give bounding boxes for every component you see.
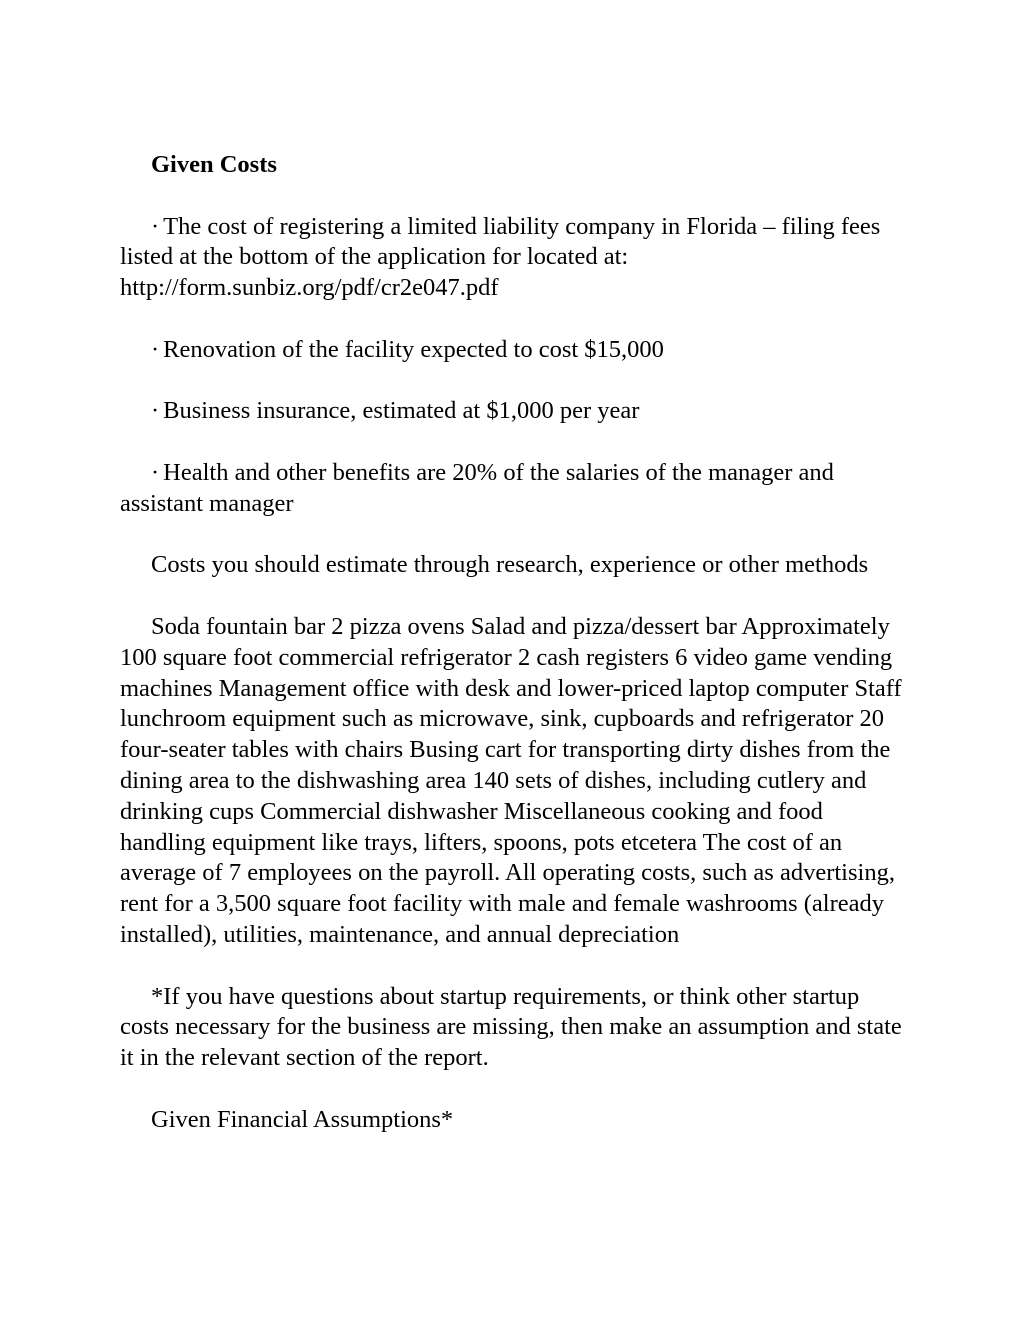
estimate-costs-heading: Costs you should estimate through research, experience or other methods [151,551,869,579]
bullet-dot-icon: · [151,212,160,240]
bullet-text-renovation: Renovation of the facility expected to cost $15,000 [163,335,664,363]
equipment-list-paragraph: Soda fountain bar 2 pizza ovens Salad and pizza/dessert bar Approximately 100 square foot commercial refrigerator 2 cash registers 6 video game vending machines Management office with desk and lower-priced laptop computer Staff lunchroom equipment such as microwave, sink, cupboards and refrigerator 20 four-seater tables with chairs Busing cart for transporting dirty dishes from the dining area to the dishwashing area 140 sets of dishes, including cutlery and drinking cups Commercial dishwasher Miscellaneous cooking and food handling equipment like trays, lifters, spoons, pots etcetera The cost of an average of 7 employees on the payroll. All operating costs, such as advertising, rent for a 3,500 square foot facility with male and female washrooms (already installed), utilities, maintenance, and annual depreciation [120,612,902,948]
bullet-item [120,458,910,520]
document-body [120,150,910,1166]
assumption-note: *If you have questions about startup requirements, or think other startup costs necessary for the business are missing, then make an assumption and state it in the relevant section of the report. [120,982,902,1072]
bullet-dot-icon: · [151,397,160,425]
bullet-item [120,335,910,366]
heading-given-costs: Given Costs [151,151,277,178]
heading-financial-assumptions: Given Financial Assumptions* [151,1105,454,1133]
bullet-dot-icon: · [151,335,160,363]
bullet-item [120,212,910,304]
bullet-text-benefits: Health and other benefits are 20% of the salaries of the manager and assistant manager [120,458,834,517]
bullet-dot-icon: · [151,458,160,486]
bullet-text-insurance: Business insurance, estimated at $1,000 per year [163,397,640,425]
bullet-text-llc-filing: The cost of registering a limited liability company in Florida – filing fees listed at the bottom of the application for located at: http://form.sunbiz.org/pdf/cr2e047.pdf [120,212,881,302]
bullet-item [120,396,910,427]
